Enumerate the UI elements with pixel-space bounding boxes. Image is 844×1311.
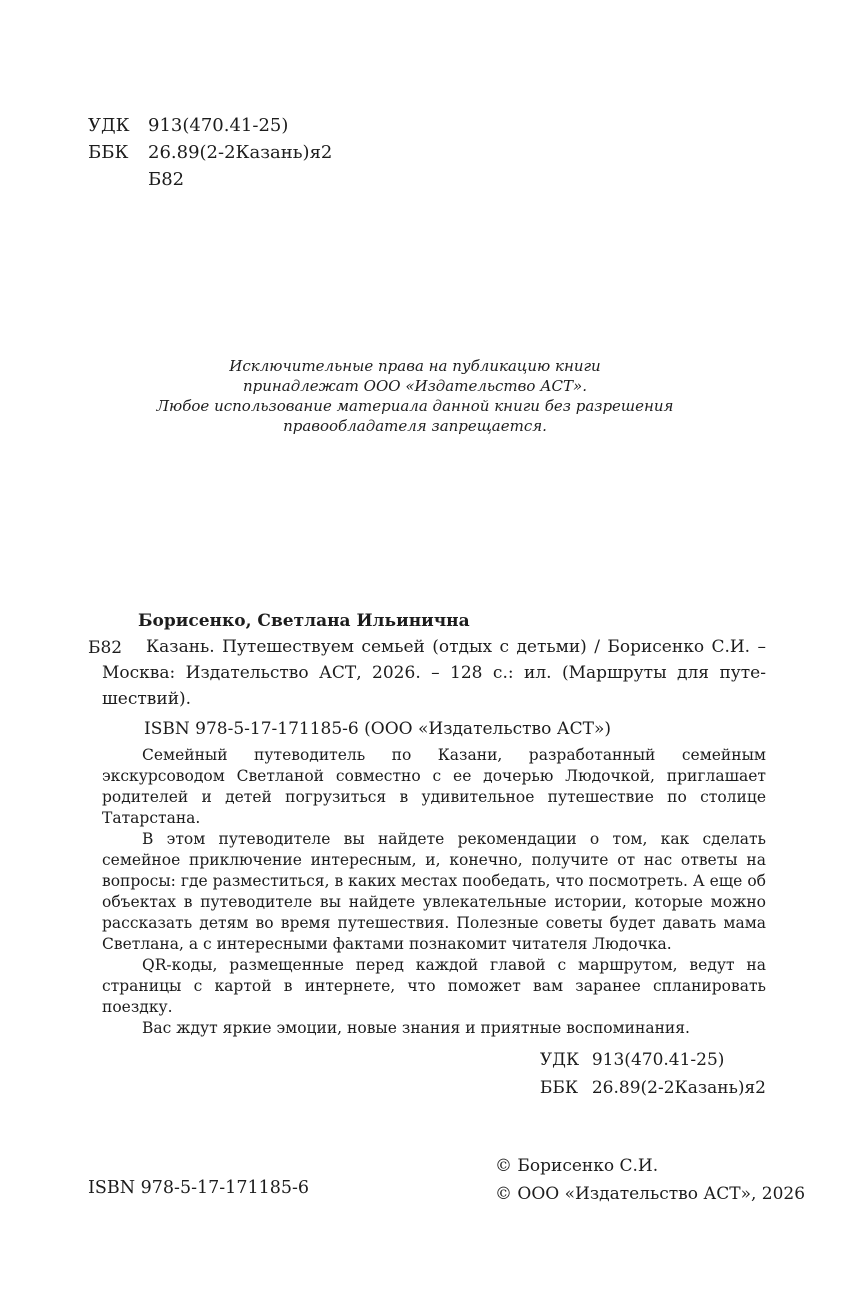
footer-isbn: ISBN 978-5-17-171185-6	[88, 1178, 310, 1198]
udk-label: УДК	[88, 115, 130, 136]
bbk-label-bottom: ББК	[539, 1078, 579, 1098]
author-sign-spacer	[88, 166, 148, 193]
udk-value-bottom: 913(470.41-25)	[591, 1050, 725, 1070]
annotation-paragraph: QR-коды, размещенные перед каждой главой с маршрутом, ведут на страницы с картой в интернете, что поможет вам заранее спланировать поездку.	[102, 956, 766, 1016]
top-codes-block	[88, 112, 332, 193]
copyright-publisher: © ООО «Издательство АСТ», 2026	[495, 1184, 806, 1204]
footer-copyright	[495, 1152, 805, 1208]
udk-row-bottom	[540, 1046, 766, 1074]
bbk-label: ББК	[88, 142, 129, 163]
annotation-paragraph: Вас ждут яркие эмоции, новые знания и приятные воспоминания.	[142, 1019, 690, 1037]
copyright-author: © Борисенко С.И.	[495, 1156, 659, 1176]
author-name: Борисенко, Светлана Ильинична	[138, 611, 470, 631]
author-sign: Б82	[148, 169, 185, 190]
bbk-value: 26.89(2-2Казань)я2	[148, 142, 333, 163]
udk-value: 913(470.41-25)	[148, 115, 289, 136]
annotation	[102, 745, 766, 1039]
bbk-row	[88, 139, 332, 166]
exclusive-rights-notice	[100, 356, 730, 436]
rights-notice-line: Исключительные права на публикацию книги	[229, 357, 601, 375]
rights-notice-line: принадлежат ООО «Издательство АСТ».	[243, 377, 587, 395]
bibliographic-entry-block	[88, 634, 766, 712]
rights-notice-line: правообладателя запрещается.	[283, 417, 547, 435]
bottom-codes-block	[540, 1046, 766, 1102]
catalog-card	[88, 608, 766, 1102]
annotation-paragraph: Семейный путеводитель по Казани, разработанный семейным экскурсоводом Светланой совместно с ее дочерью Людочкой, приглашает родителей и детей погрузиться в удивительное путешествие по столице Татарстана.	[102, 746, 766, 827]
annotation-paragraph: В этом путеводителе вы найдете рекомендации о том, как сделать семейное приключение интересным, и, конечно, получите от нас ответы на вопросы: где разместиться, в каких местах пообедать, что посмотреть. А еще об объектах в путеводителе вы найдете увлекательные истории, которые можно рассказать детям во время путешествия. Полезные советы будет давать мама Светлана, а с интересными фактами познакомит читателя Людочка.	[102, 830, 766, 953]
author-sign-margin: Б82	[88, 638, 123, 658]
bbk-value-bottom: 26.89(2-2Казань)я2	[591, 1078, 766, 1098]
udk-label-bottom: УДК	[539, 1050, 580, 1070]
bibliographic-entry: Казань. Путешествуем семьей (отдых с детьми) / Борисенко С.И. – Москва: Издательство АСТ, 2026. – 128 с.: ил. (Маршруты для путешествий).	[102, 637, 766, 709]
udk-row	[88, 112, 332, 139]
isbn-line: ISBN 978-5-17-171185-6 (ООО «Издательство АСТ»)	[144, 719, 611, 739]
author-sign-row	[88, 166, 332, 193]
rights-notice-line: Любое использование материала данной книги без разрешения	[156, 397, 674, 415]
bbk-row-bottom	[540, 1074, 766, 1102]
